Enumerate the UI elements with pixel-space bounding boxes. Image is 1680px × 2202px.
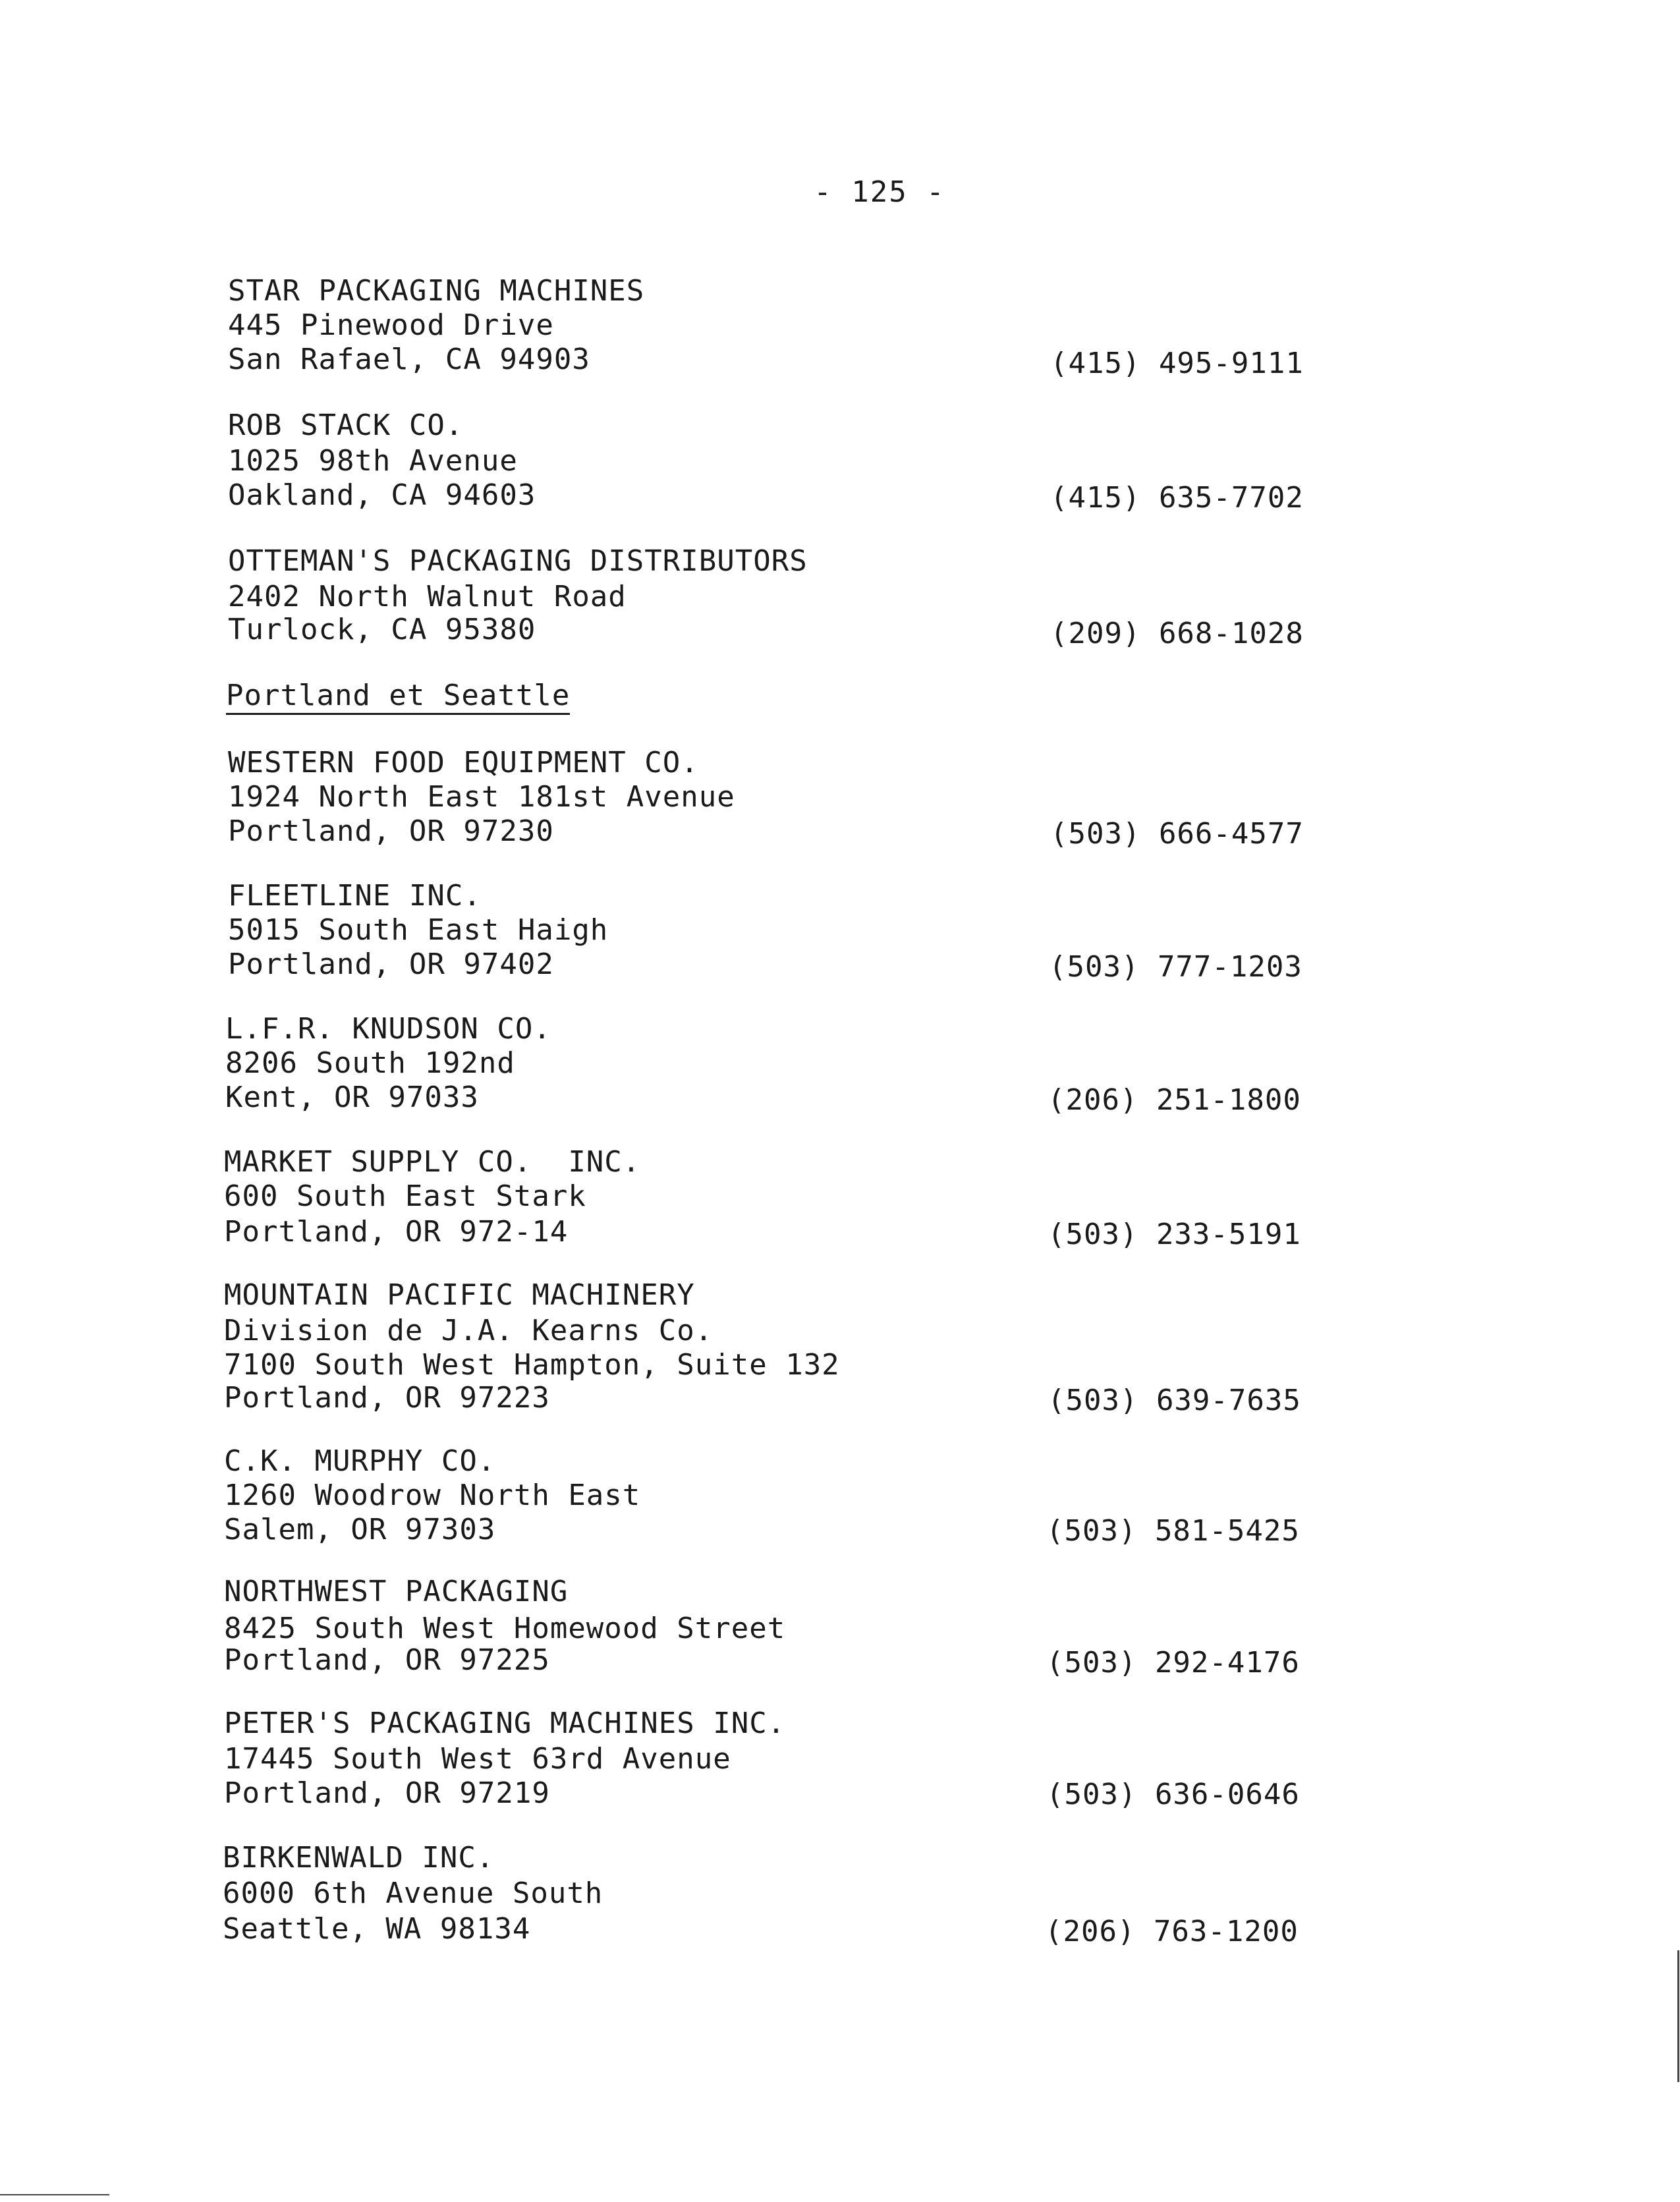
company-name: L.F.R. KNUDSON CO.: [225, 1012, 551, 1046]
company-city: Kent, OR 97033: [225, 1081, 479, 1114]
company-name: OTTEMAN'S PACKAGING DISTRIBUTORS: [228, 544, 808, 578]
company-city: Portland, OR 97223: [224, 1381, 550, 1415]
company-address: 17445 South West 63rd Avenue: [224, 1742, 731, 1776]
company-name: MARKET SUPPLY CO. INC.: [224, 1145, 641, 1179]
company-phone: (209) 668-1028: [1050, 617, 1304, 650]
company-phone: (206) 251-1800: [1048, 1083, 1301, 1117]
company-address: 600 South East Stark: [224, 1179, 586, 1213]
company-phone: (206) 763-1200: [1045, 1915, 1299, 1948]
section-heading: Portland et Seattle: [226, 679, 570, 715]
company-name: WESTERN FOOD EQUIPMENT CO.: [228, 746, 699, 779]
scan-edge-bottom: [0, 2194, 109, 2195]
company-phone: (415) 495-9111: [1050, 347, 1304, 380]
company-name: ROB STACK CO.: [228, 409, 464, 442]
company-phone: (503) 636-0646: [1046, 1778, 1300, 1811]
company-address: 1260 Woodrow North East: [224, 1479, 641, 1512]
company-city: Turlock, CA 95380: [228, 613, 536, 646]
company-name: FLEETLINE INC.: [228, 879, 482, 913]
company-name: BIRKENWALD INC.: [223, 1841, 495, 1875]
page-number: - 125 -: [814, 175, 945, 209]
company-name: NORTHWEST PACKAGING: [224, 1575, 569, 1608]
company-phone: (503) 581-5425: [1046, 1514, 1300, 1548]
company-city: Portland, OR 972-14: [224, 1215, 569, 1249]
company-name: STAR PACKAGING MACHINES: [228, 274, 645, 308]
company-city: Portland, OR 97225: [224, 1643, 550, 1677]
company-city: Portland, OR 97219: [224, 1776, 550, 1810]
company-phone: (415) 635-7702: [1050, 481, 1304, 515]
company-division: Division de J.A. Kearns Co.: [224, 1314, 714, 1347]
company-phone: (503) 639-7635: [1048, 1384, 1301, 1417]
company-address: 445 Pinewood Drive: [228, 308, 554, 342]
company-phone: (503) 292-4176: [1046, 1646, 1300, 1680]
company-phone: (503) 666-4577: [1050, 817, 1304, 851]
scan-edge-right: [1677, 1950, 1679, 2082]
company-city: Oakland, CA 94603: [228, 478, 536, 512]
company-name: PETER'S PACKAGING MACHINES INC.: [224, 1707, 786, 1740]
company-address: 5015 South East Haigh: [228, 913, 609, 947]
company-address: 1924 North East 181st Avenue: [228, 780, 735, 814]
company-address: 2402 North Walnut Road: [228, 580, 627, 613]
company-phone: (503) 777-1203: [1049, 950, 1302, 984]
company-address: 6000 6th Avenue South: [223, 1877, 603, 1910]
company-city: Seattle, WA 98134: [223, 1912, 531, 1946]
company-name: C.K. MURPHY CO.: [224, 1444, 496, 1478]
company-address: 8206 South 192nd: [225, 1046, 515, 1080]
company-name: MOUNTAIN PACIFIC MACHINERY: [224, 1278, 695, 1312]
company-address: 7100 South West Hampton, Suite 132: [224, 1348, 840, 1382]
company-phone: (503) 233-5191: [1048, 1218, 1301, 1251]
company-city: San Rafael, CA 94903: [228, 343, 590, 376]
company-city: Portland, OR 97230: [228, 814, 554, 848]
company-city: Portland, OR 97402: [228, 947, 554, 981]
company-city: Salem, OR 97303: [224, 1513, 496, 1546]
company-address: 1025 98th Avenue: [228, 444, 518, 478]
company-address: 8425 South West Homewood Street: [224, 1612, 786, 1645]
